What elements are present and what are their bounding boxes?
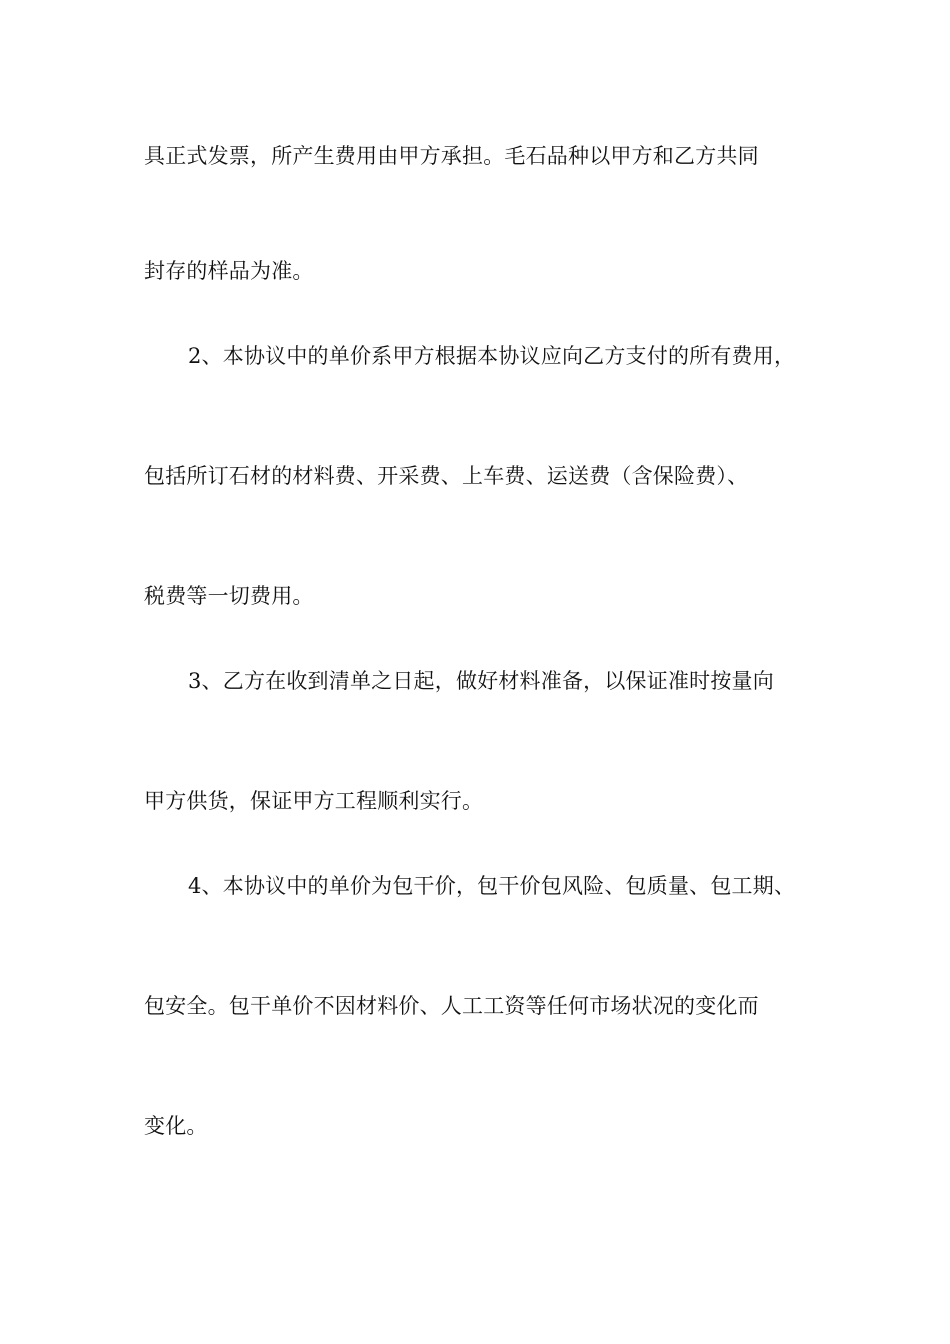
text-line: 变化。 bbox=[144, 1114, 208, 1138]
paragraph-3-start: 3、乙方在收到清单之日起，做好材料准备，以保证准时按量向 bbox=[188, 669, 774, 693]
text-line: 具正式发票，所产生费用由甲方承担。毛石品种以甲方和乙方共同 bbox=[144, 144, 759, 168]
paragraph-4-start: 4、本协议中的单价为包干价，包干价包风险、包质量、包工期、 bbox=[188, 874, 796, 898]
text-line: 甲方供货，保证甲方工程顺利实行。 bbox=[144, 789, 484, 813]
text-line: 包安全。包干单价不因材料价、人工工资等任何市场状况的变化而 bbox=[144, 994, 759, 1018]
text-line: 税费等一切费用。 bbox=[144, 584, 314, 608]
text-line: 包括所订石材的材料费、开采费、上车费、运送费（含保险费）、 bbox=[144, 464, 749, 488]
text-line: 封存的样品为准。 bbox=[144, 259, 314, 283]
paragraph-2-start: 2、本协议中的单价系甲方根据本协议应向乙方支付的所有费用， bbox=[188, 344, 796, 368]
